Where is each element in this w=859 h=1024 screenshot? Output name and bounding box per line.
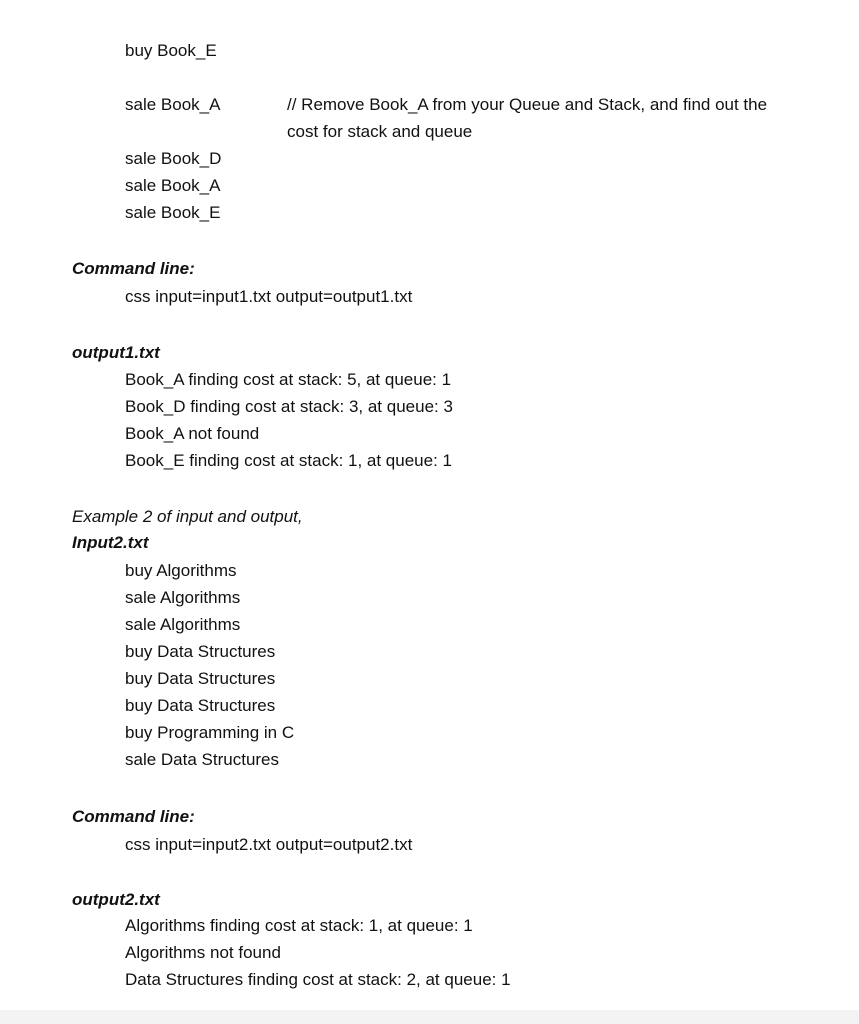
input1-line: buy Book_E (125, 41, 217, 60)
page-bottom-band (0, 1010, 859, 1024)
input2-line: sale Algorithms (125, 615, 241, 634)
input2-heading: Input2.txt (72, 533, 149, 552)
command-line-heading-2: Command line: (72, 807, 195, 826)
command-line-heading-1: Command line: (72, 259, 195, 278)
output2-line: Algorithms not found (125, 943, 281, 962)
command-line-1: css input=input1.txt output=output1.txt (125, 287, 413, 306)
output1-heading: output1.txt (72, 343, 160, 362)
input1-comment: // Remove Book_A from your Queue and Stack, and find out the cost for stack and queue (287, 95, 768, 141)
example2-intro: Example 2 of input and output, (72, 507, 303, 526)
output1-line: Book_D finding cost at stack: 3, at queue: 3 (125, 397, 453, 416)
output2-heading: output2.txt (72, 890, 160, 909)
input1-line: sale Book_D (125, 149, 222, 168)
input1-line: sale Book_A (125, 95, 221, 114)
input2-line: buy Data Structures (125, 642, 276, 661)
input2-line: sale Data Structures (125, 750, 280, 769)
input2-line: buy Data Structures (125, 669, 276, 688)
output1-line: Book_E finding cost at stack: 1, at queue: 1 (125, 451, 452, 470)
input2-line: buy Data Structures (125, 696, 276, 715)
command-line-2: css input=input2.txt output=output2.txt (125, 835, 413, 854)
input2-line: buy Programming in C (125, 723, 295, 742)
output1-line: Book_A finding cost at stack: 5, at queue: 1 (125, 370, 452, 389)
output1-line: Book_A not found (125, 424, 260, 443)
output2-line: Algorithms finding cost at stack: 1, at queue: 1 (125, 916, 473, 935)
input1-line: sale Book_E (125, 203, 221, 222)
output2-line: Data Structures finding cost at stack: 2, at queue: 1 (125, 970, 511, 989)
input2-line: buy Algorithms (125, 561, 237, 580)
input2-line: sale Algorithms (125, 588, 241, 607)
input1-line: sale Book_A (125, 176, 221, 195)
